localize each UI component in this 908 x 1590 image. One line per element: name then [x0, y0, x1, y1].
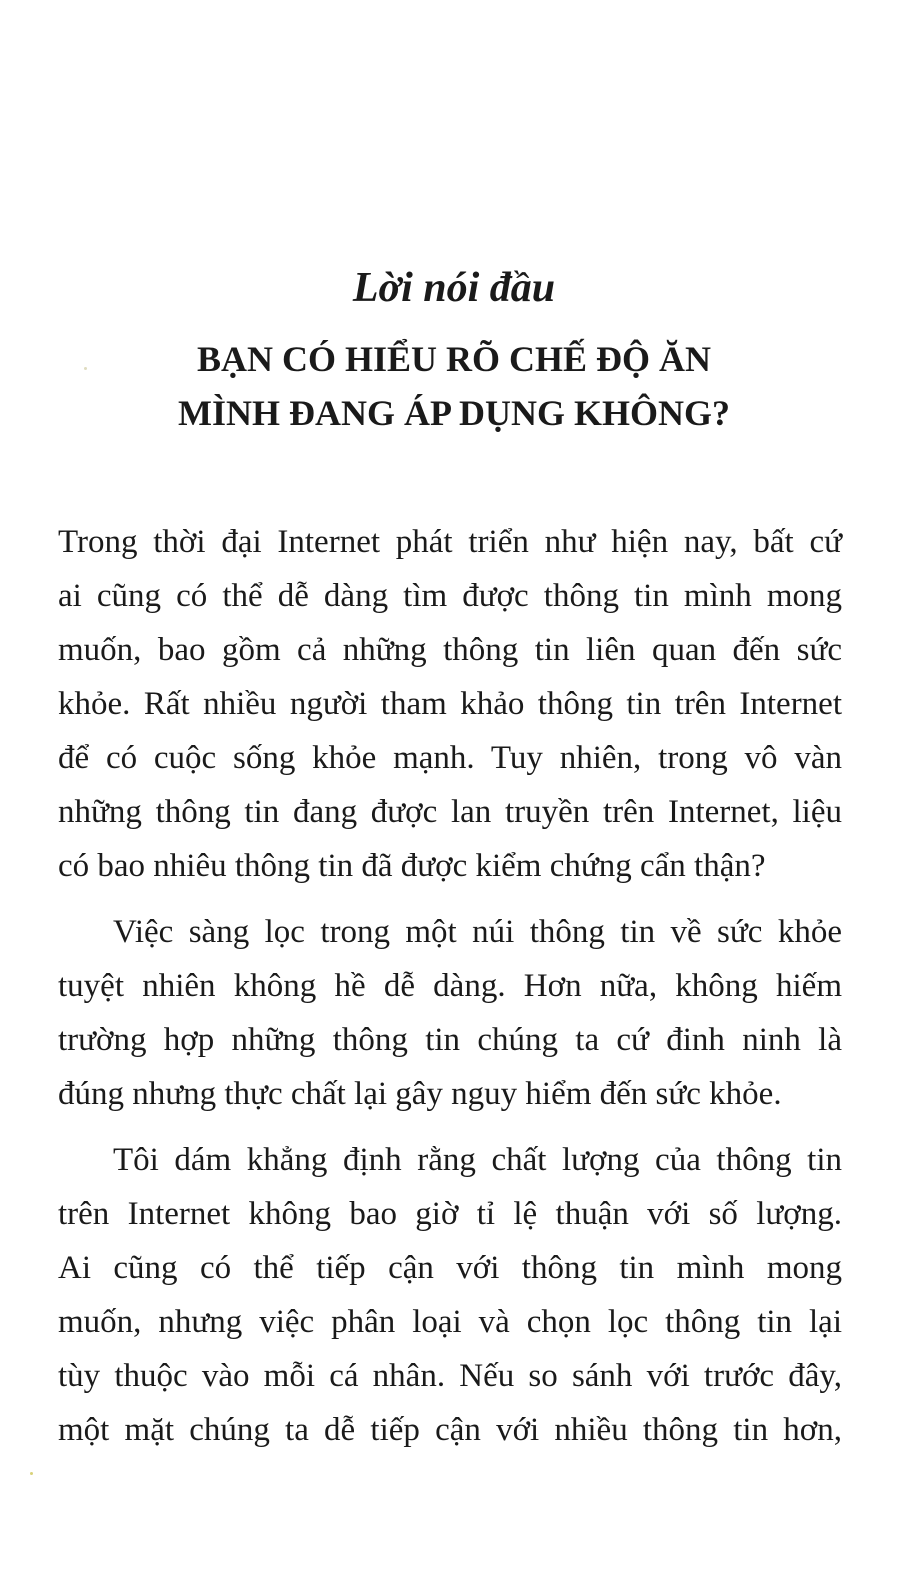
paragraph-3 [58, 1133, 842, 1457]
paragraph-line: những thông tin đang được lan truyền trên Internet, liệu [58, 794, 842, 830]
paragraph-line: có bao nhiêu thông tin đã được kiểm chứng cẩn thận? [58, 848, 766, 884]
paragraph-2 [58, 905, 842, 1121]
scan-speck [84, 367, 87, 370]
paragraph-line: Việc sàng lọc trong một núi thông tin về sức khỏe [113, 914, 842, 950]
paragraph-line: Trong thời đại Internet phát triển như hiện nay, bất cứ [58, 524, 842, 560]
paragraph-line: khỏe. Rất nhiều người tham khảo thông tin trên Internet [58, 686, 842, 722]
scan-speck [30, 1472, 33, 1475]
paragraph-line: đúng nhưng thực chất lại gây nguy hiểm đến sức khỏe. [58, 1076, 782, 1112]
paragraph-line: Ai cũng có thể tiếp cận với thông tin mình mong [58, 1250, 842, 1286]
paragraph-line: tuyệt nhiên không hề dễ dàng. Hơn nữa, không hiếm [58, 968, 842, 1004]
chapter-title-line-1: BẠN CÓ HIỂU RÕ CHẾ ĐỘ ĂN [196, 339, 712, 379]
paragraph-line: Tôi dám khẳng định rằng chất lượng của thông tin [113, 1142, 842, 1178]
paragraph-line: muốn, nhưng việc phân loại và chọn lọc thông tin lại [58, 1304, 842, 1340]
paragraph-line: trường hợp những thông tin chúng ta cứ đinh ninh là [58, 1022, 842, 1058]
paragraph-1 [58, 515, 842, 893]
paragraph-line: muốn, bao gồm cả những thông tin liên quan đến sức [58, 632, 842, 668]
chapter-title [0, 332, 908, 440]
paragraph-line: tùy thuộc vào mỗi cá nhân. Nếu so sánh với trước đây, [58, 1358, 842, 1394]
paragraph-line: trên Internet không bao giờ tỉ lệ thuận với số lượng. [58, 1196, 842, 1232]
paragraph-line: để có cuộc sống khỏe mạnh. Tuy nhiên, trong vô vàn [58, 740, 842, 776]
paragraph-line: ai cũng có thể dễ dàng tìm được thông tin mình mong [58, 578, 842, 614]
body-text [58, 515, 842, 1469]
paragraph-line: một mặt chúng ta dễ tiếp cận với nhiều thông tin hơn, [58, 1412, 842, 1448]
preface-heading: Lời nói đầu [352, 265, 556, 311]
chapter-title-line-2: MÌNH ĐANG ÁP DỤNG KHÔNG? [178, 393, 730, 433]
